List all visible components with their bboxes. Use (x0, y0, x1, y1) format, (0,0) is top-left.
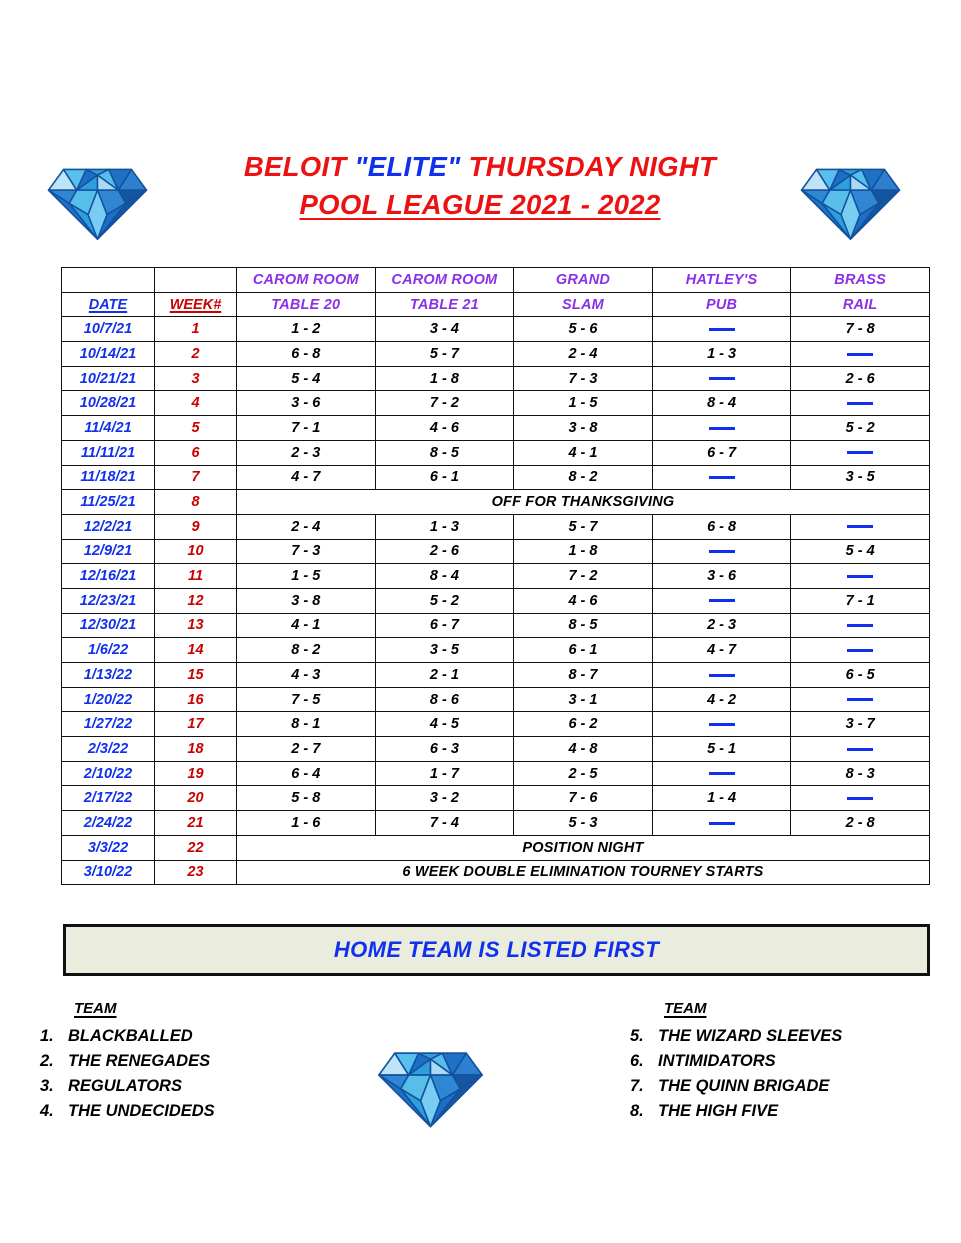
bye-dash-icon (709, 427, 735, 430)
cell-matchup: 1 - 3 (652, 342, 791, 367)
cell-matchup: 1 - 3 (375, 514, 514, 539)
table-row (62, 663, 930, 688)
cell-matchup: 1 - 8 (514, 539, 653, 564)
table-row (62, 687, 930, 712)
cell-matchup: 2 - 6 (375, 539, 514, 564)
table-row (62, 440, 930, 465)
cell-matchup: 1 - 5 (237, 564, 376, 589)
bye-dash-icon (709, 822, 735, 825)
cell-matchup: 2 - 5 (514, 761, 653, 786)
bye-dash-icon (709, 674, 735, 677)
table-row (62, 342, 930, 367)
cell-matchup: 4 - 1 (237, 613, 376, 638)
table-row (62, 366, 930, 391)
table-row (62, 811, 930, 836)
team-list-item (630, 1024, 960, 1049)
cell-bye (791, 786, 930, 811)
cell-matchup: 8 - 2 (514, 465, 653, 490)
cell-matchup: 3 - 4 (375, 317, 514, 342)
cell-bye (652, 588, 791, 613)
table-row (62, 416, 930, 441)
diamond-gem-icon-top-left (41, 141, 154, 245)
team-name: THE UNDECIDEDS (68, 1102, 215, 1120)
cell-bye (791, 391, 930, 416)
cell-date: 3/10/22 (62, 860, 155, 885)
cell-week-number: 10 (155, 539, 237, 564)
bye-dash-icon (709, 599, 735, 602)
cell-matchup: 7 - 8 (791, 317, 930, 342)
title-line-2: POOL LEAGUE 2021 - 2022 (299, 189, 661, 220)
table-row (62, 786, 930, 811)
cell-matchup: 5 - 4 (791, 539, 930, 564)
cell-week-number: 19 (155, 761, 237, 786)
cell-date: 1/27/22 (62, 712, 155, 737)
bye-dash-icon (847, 797, 873, 800)
cell-matchup: 5 - 3 (514, 811, 653, 836)
cell-week-number: 7 (155, 465, 237, 490)
team-name: THE WIZARD SLEEVES (658, 1027, 843, 1045)
cell-date: 2/17/22 (62, 786, 155, 811)
cell-bye (652, 317, 791, 342)
cell-bye (791, 440, 930, 465)
team-list-item (40, 1099, 370, 1124)
cell-matchup: 8 - 2 (237, 638, 376, 663)
cell-week-number: 5 (155, 416, 237, 441)
cell-matchup: 6 - 8 (237, 342, 376, 367)
table-row (62, 835, 930, 860)
venue-header-bottom-1: TABLE 21 (375, 292, 514, 317)
title-part-beloit: BELOIT (243, 151, 355, 182)
bye-dash-icon (709, 328, 735, 331)
cell-date: 1/6/22 (62, 638, 155, 663)
cell-bye (652, 712, 791, 737)
cell-matchup: 6 - 1 (375, 465, 514, 490)
cell-matchup: 2 - 4 (237, 514, 376, 539)
team-list-right (630, 1000, 960, 1124)
home-team-banner-text: HOME TEAM IS LISTED FIRST (333, 937, 660, 962)
cell-week-number: 15 (155, 663, 237, 688)
cell-matchup: 6 - 1 (514, 638, 653, 663)
cell-matchup: 8 - 3 (791, 761, 930, 786)
cell-bye (791, 342, 930, 367)
cell-matchup: 2 - 3 (652, 613, 791, 638)
team-number: 3. (40, 1077, 54, 1095)
cell-date: 11/11/21 (62, 440, 155, 465)
cell-date: 2/24/22 (62, 811, 155, 836)
team-number: 5. (630, 1027, 644, 1045)
bye-dash-icon (709, 550, 735, 553)
team-number: 6. (630, 1052, 644, 1070)
cell-matchup: 5 - 6 (514, 317, 653, 342)
cell-date: 12/16/21 (62, 564, 155, 589)
cell-week-number: 20 (155, 786, 237, 811)
team-list-item (630, 1074, 960, 1099)
table-row (62, 737, 930, 762)
cell-bye (652, 366, 791, 391)
cell-week-number: 21 (155, 811, 237, 836)
cell-matchup: 1 - 5 (514, 391, 653, 416)
cell-matchup: 3 - 5 (791, 465, 930, 490)
team-name: THE HIGH FIVE (658, 1102, 779, 1120)
cell-matchup: 4 - 1 (514, 440, 653, 465)
cell-matchup: 7 - 3 (514, 366, 653, 391)
bye-dash-icon (709, 723, 735, 726)
cell-date: 10/21/21 (62, 366, 155, 391)
cell-matchup: 7 - 6 (514, 786, 653, 811)
team-number: 1. (40, 1027, 54, 1045)
team-list-item (40, 1074, 370, 1099)
cell-matchup: 6 - 7 (375, 613, 514, 638)
team-list-right-heading: TEAM (664, 1000, 707, 1017)
cell-date: 12/23/21 (62, 588, 155, 613)
cell-date: 12/9/21 (62, 539, 155, 564)
cell-matchup: 8 - 4 (652, 391, 791, 416)
cell-matchup: 7 - 1 (791, 588, 930, 613)
team-number: 7. (630, 1077, 644, 1095)
cell-matchup: 2 - 4 (514, 342, 653, 367)
cell-date: 10/7/21 (62, 317, 155, 342)
cell-matchup: 7 - 3 (237, 539, 376, 564)
cell-week-number: 11 (155, 564, 237, 589)
cell-bye (791, 564, 930, 589)
cell-matchup: 8 - 6 (375, 687, 514, 712)
cell-week-number: 8 (155, 490, 237, 515)
venue-header-top-2: GRAND (514, 268, 653, 293)
cell-matchup: 5 - 8 (237, 786, 376, 811)
cell-matchup: 5 - 2 (375, 588, 514, 613)
diamond-gem-icon-top-right (794, 141, 907, 245)
cell-bye (652, 761, 791, 786)
cell-matchup: 8 - 5 (514, 613, 653, 638)
cell-matchup: 2 - 8 (791, 811, 930, 836)
cell-week-number: 1 (155, 317, 237, 342)
cell-matchup: 3 - 1 (514, 687, 653, 712)
bye-dash-icon (847, 624, 873, 627)
bye-dash-icon (847, 698, 873, 701)
cell-matchup: 3 - 8 (237, 588, 376, 613)
cell-bye (652, 811, 791, 836)
cell-matchup: 2 - 1 (375, 663, 514, 688)
cell-merged-note: OFF FOR THANKSGIVING (237, 490, 930, 515)
cell-week-number: 9 (155, 514, 237, 539)
cell-date: 12/30/21 (62, 613, 155, 638)
table-row (62, 638, 930, 663)
cell-bye (791, 687, 930, 712)
table-row (62, 761, 930, 786)
bye-dash-icon (847, 649, 873, 652)
cell-week-number: 3 (155, 366, 237, 391)
cell-week-number: 18 (155, 737, 237, 762)
team-list-item (40, 1049, 370, 1074)
cell-date: 1/20/22 (62, 687, 155, 712)
venue-header-bottom-3: PUB (652, 292, 791, 317)
table-row (62, 613, 930, 638)
table-row (62, 490, 930, 515)
cell-matchup: 1 - 7 (375, 761, 514, 786)
cell-matchup: 4 - 8 (514, 737, 653, 762)
bye-dash-icon (847, 353, 873, 356)
table-row (62, 465, 930, 490)
cell-bye (791, 613, 930, 638)
cell-bye (791, 737, 930, 762)
cell-matchup: 7 - 4 (375, 811, 514, 836)
cell-matchup: 7 - 2 (514, 564, 653, 589)
table-header-row-top (62, 268, 930, 293)
team-number: 2. (40, 1052, 54, 1070)
team-name: BLACKBALLED (68, 1027, 193, 1045)
table-header-row-bottom (62, 292, 930, 317)
cell-week-number: 13 (155, 613, 237, 638)
team-name: THE RENEGADES (68, 1052, 211, 1070)
cell-matchup: 1 - 2 (237, 317, 376, 342)
team-number: 8. (630, 1102, 644, 1120)
venue-header-top-4: BRASS (791, 268, 930, 293)
cell-date: 12/2/21 (62, 514, 155, 539)
cell-matchup: 1 - 4 (652, 786, 791, 811)
bye-dash-icon (709, 476, 735, 479)
cell-matchup: 4 - 3 (237, 663, 376, 688)
cell-bye (791, 638, 930, 663)
cell-week-number: 2 (155, 342, 237, 367)
venue-header-bottom-4: RAIL (791, 292, 930, 317)
cell-matchup: 3 - 7 (791, 712, 930, 737)
cell-week-number: 14 (155, 638, 237, 663)
cell-bye (791, 514, 930, 539)
team-number: 4. (40, 1102, 54, 1120)
table-row (62, 514, 930, 539)
team-name: THE QUINN BRIGADE (658, 1077, 830, 1095)
cell-matchup: 6 - 8 (652, 514, 791, 539)
bye-dash-icon (847, 525, 873, 528)
cell-date: 2/10/22 (62, 761, 155, 786)
cell-matchup: 4 - 2 (652, 687, 791, 712)
cell-matchup: 7 - 2 (375, 391, 514, 416)
cell-matchup: 4 - 5 (375, 712, 514, 737)
cell-matchup: 6 - 5 (791, 663, 930, 688)
cell-matchup: 5 - 2 (791, 416, 930, 441)
cell-matchup: 4 - 6 (514, 588, 653, 613)
cell-matchup: 3 - 6 (237, 391, 376, 416)
cell-matchup: 4 - 6 (375, 416, 514, 441)
home-team-banner (63, 924, 930, 976)
cell-week-number: 17 (155, 712, 237, 737)
cell-matchup: 5 - 4 (237, 366, 376, 391)
cell-matchup: 7 - 5 (237, 687, 376, 712)
cell-date: 11/18/21 (62, 465, 155, 490)
team-list-item (630, 1049, 960, 1074)
cell-matchup: 5 - 1 (652, 737, 791, 762)
cell-matchup: 1 - 8 (375, 366, 514, 391)
cell-week-number: 16 (155, 687, 237, 712)
bye-dash-icon (709, 377, 735, 380)
table-row (62, 317, 930, 342)
cell-bye (652, 416, 791, 441)
cell-matchup: 5 - 7 (514, 514, 653, 539)
bye-dash-icon (709, 772, 735, 775)
title-part-thursday-night: THURSDAY NIGHT (460, 151, 717, 182)
cell-date: 10/14/21 (62, 342, 155, 367)
table-row (62, 564, 930, 589)
cell-date: 1/13/22 (62, 663, 155, 688)
cell-matchup: 3 - 5 (375, 638, 514, 663)
venue-header-top-0: CAROM ROOM (237, 268, 376, 293)
cell-matchup: 2 - 3 (237, 440, 376, 465)
cell-matchup: 6 - 2 (514, 712, 653, 737)
bye-dash-icon (847, 748, 873, 751)
cell-week-number: 4 (155, 391, 237, 416)
cell-merged-note: 6 WEEK DOUBLE ELIMINATION TOURNEY STARTS (237, 860, 930, 885)
team-name: INTIMIDATORS (658, 1052, 776, 1070)
title-line-1 (170, 148, 790, 186)
page-title (170, 148, 790, 224)
cell-date: 3/3/22 (62, 835, 155, 860)
cell-matchup: 8 - 5 (375, 440, 514, 465)
bye-dash-icon (847, 451, 873, 454)
cell-matchup: 3 - 8 (514, 416, 653, 441)
cell-matchup: 1 - 6 (237, 811, 376, 836)
diamond-gem-icon-bottom (371, 1023, 490, 1133)
title-part-elite: "ELITE" (354, 151, 461, 182)
table-row (62, 391, 930, 416)
cell-matchup: 8 - 4 (375, 564, 514, 589)
cell-matchup: 6 - 3 (375, 737, 514, 762)
header-spacer (155, 268, 237, 293)
cell-matchup: 6 - 7 (652, 440, 791, 465)
cell-matchup: 5 - 7 (375, 342, 514, 367)
cell-matchup: 2 - 7 (237, 737, 376, 762)
cell-matchup: 7 - 1 (237, 416, 376, 441)
cell-date: 10/28/21 (62, 391, 155, 416)
cell-bye (652, 663, 791, 688)
cell-matchup: 4 - 7 (652, 638, 791, 663)
cell-matchup: 2 - 6 (791, 366, 930, 391)
venue-header-bottom-0: TABLE 20 (237, 292, 376, 317)
team-list-left-heading: TEAM (74, 1000, 117, 1017)
cell-date: 11/25/21 (62, 490, 155, 515)
cell-matchup: 8 - 7 (514, 663, 653, 688)
cell-week-number: 23 (155, 860, 237, 885)
cell-merged-note: POSITION NIGHT (237, 835, 930, 860)
table-row (62, 539, 930, 564)
table-row (62, 860, 930, 885)
cell-matchup: 8 - 1 (237, 712, 376, 737)
cell-matchup: 3 - 6 (652, 564, 791, 589)
team-list-item (40, 1024, 370, 1049)
cell-week-number: 6 (155, 440, 237, 465)
bye-dash-icon (847, 575, 873, 578)
cell-week-number: 12 (155, 588, 237, 613)
cell-matchup: 3 - 2 (375, 786, 514, 811)
team-name: REGULATORS (68, 1077, 182, 1095)
venue-header-top-3: HATLEY'S (652, 268, 791, 293)
cell-bye (652, 539, 791, 564)
cell-date: 2/3/22 (62, 737, 155, 762)
venue-header-bottom-2: SLAM (514, 292, 653, 317)
header-spacer (62, 268, 155, 293)
column-header-week: WEEK# (155, 292, 237, 317)
schedule-table (61, 267, 930, 885)
team-list-left (40, 1000, 370, 1124)
cell-matchup: 4 - 7 (237, 465, 376, 490)
cell-date: 11/4/21 (62, 416, 155, 441)
column-header-date: DATE (62, 292, 155, 317)
table-row (62, 712, 930, 737)
cell-week-number: 22 (155, 835, 237, 860)
cell-bye (652, 465, 791, 490)
cell-matchup: 6 - 4 (237, 761, 376, 786)
team-list-item (630, 1099, 960, 1124)
bye-dash-icon (847, 402, 873, 405)
venue-header-top-1: CAROM ROOM (375, 268, 514, 293)
table-row (62, 588, 930, 613)
